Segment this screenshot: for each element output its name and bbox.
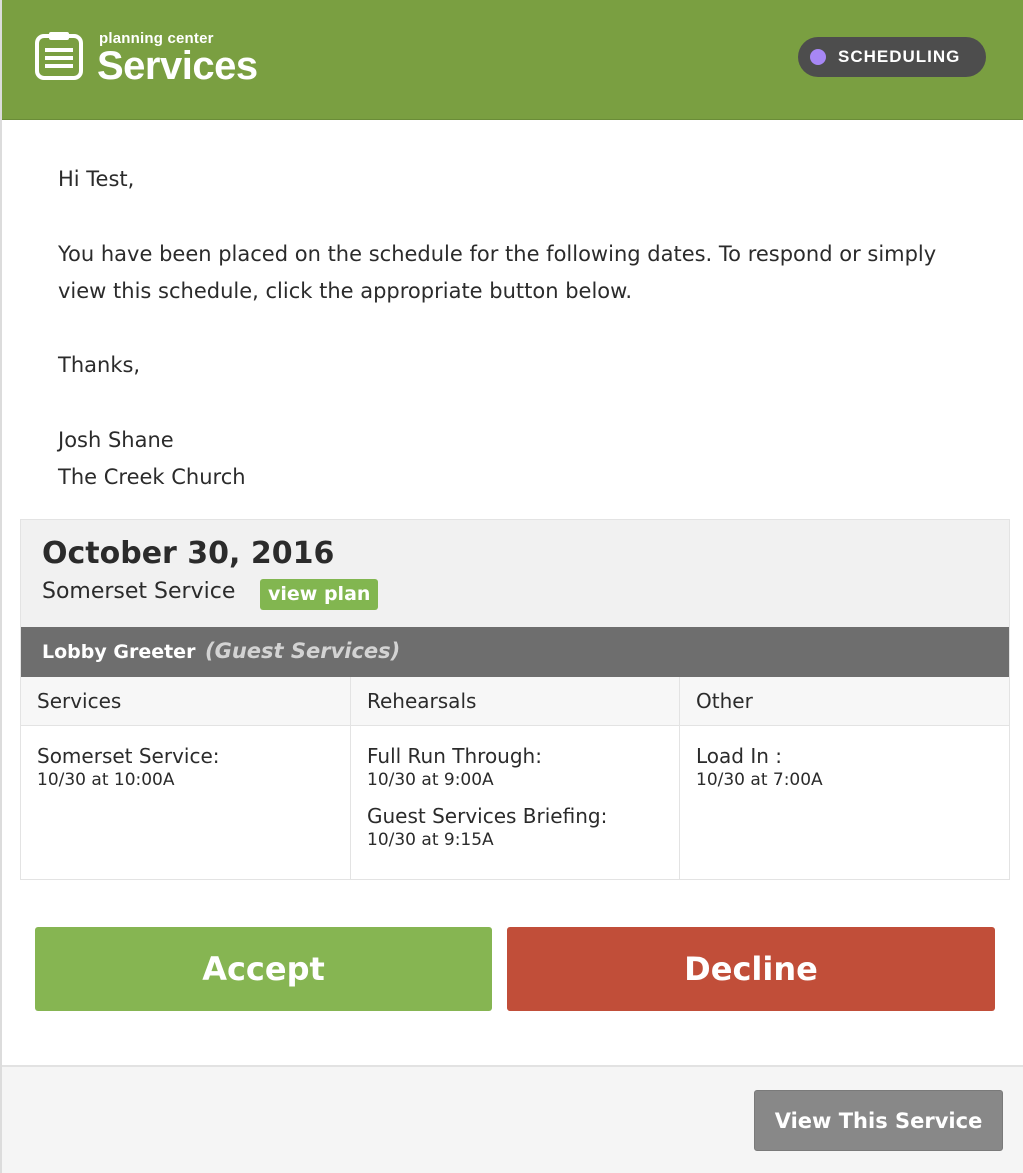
schedule-item-time: 10/30 at 9:15A <box>367 830 494 850</box>
services-column <box>21 677 351 880</box>
brand-title: Services <box>97 44 258 88</box>
status-dot-icon <box>810 49 826 65</box>
message-body: You have been placed on the schedule for the following dates. To respond or simply view this schedule, click the appropriate button below. <box>58 242 937 303</box>
schedule-card-header <box>21 520 1009 627</box>
brand-subtitle: planning center <box>99 30 214 47</box>
greeting-text: Hi Test, <box>58 167 135 191</box>
role-team: (Guest Services) <box>205 639 401 663</box>
schedule-card <box>20 519 1010 880</box>
header-bar <box>2 0 1023 120</box>
schedule-service-name: Somerset Service <box>42 579 236 604</box>
column-header: Rehearsals <box>351 677 680 726</box>
column-header: Services <box>21 677 351 726</box>
decline-button[interactable]: Decline <box>507 927 995 1011</box>
schedule-item-name: Guest Services Briefing: <box>367 804 608 828</box>
scheduling-badge-label: SCHEDULING <box>838 47 961 66</box>
schedule-item-name: Full Run Through: <box>367 744 542 768</box>
role-name: Lobby Greeter <box>42 641 196 663</box>
accept-button[interactable]: Accept <box>35 927 492 1011</box>
column-header: Other <box>680 677 1009 726</box>
schedule-item <box>37 742 351 790</box>
schedule-item-name: Load In : <box>696 744 783 768</box>
sender-organization: The Creek Church <box>58 465 246 489</box>
schedule-item-name: Somerset Service: <box>37 744 220 768</box>
schedule-item <box>367 802 680 850</box>
thanks-text: Thanks, <box>58 353 141 377</box>
view-plan-button[interactable]: view plan <box>260 579 378 610</box>
sender-name: Josh Shane <box>58 428 174 452</box>
services-list-icon <box>34 30 84 80</box>
scheduling-badge <box>798 37 986 77</box>
view-this-service-button[interactable]: View This Service <box>754 1090 1003 1151</box>
other-column <box>679 677 1009 880</box>
schedule-date: October 30, 2016 <box>42 536 335 571</box>
schedule-item <box>367 742 680 790</box>
rehearsals-column <box>350 677 680 880</box>
schedule-item <box>696 742 1009 790</box>
schedule-item-time: 10/30 at 10:00A <box>37 770 175 790</box>
schedule-item-time: 10/30 at 7:00A <box>696 770 823 790</box>
schedule-item-time: 10/30 at 9:00A <box>367 770 494 790</box>
role-bar <box>21 627 1009 677</box>
